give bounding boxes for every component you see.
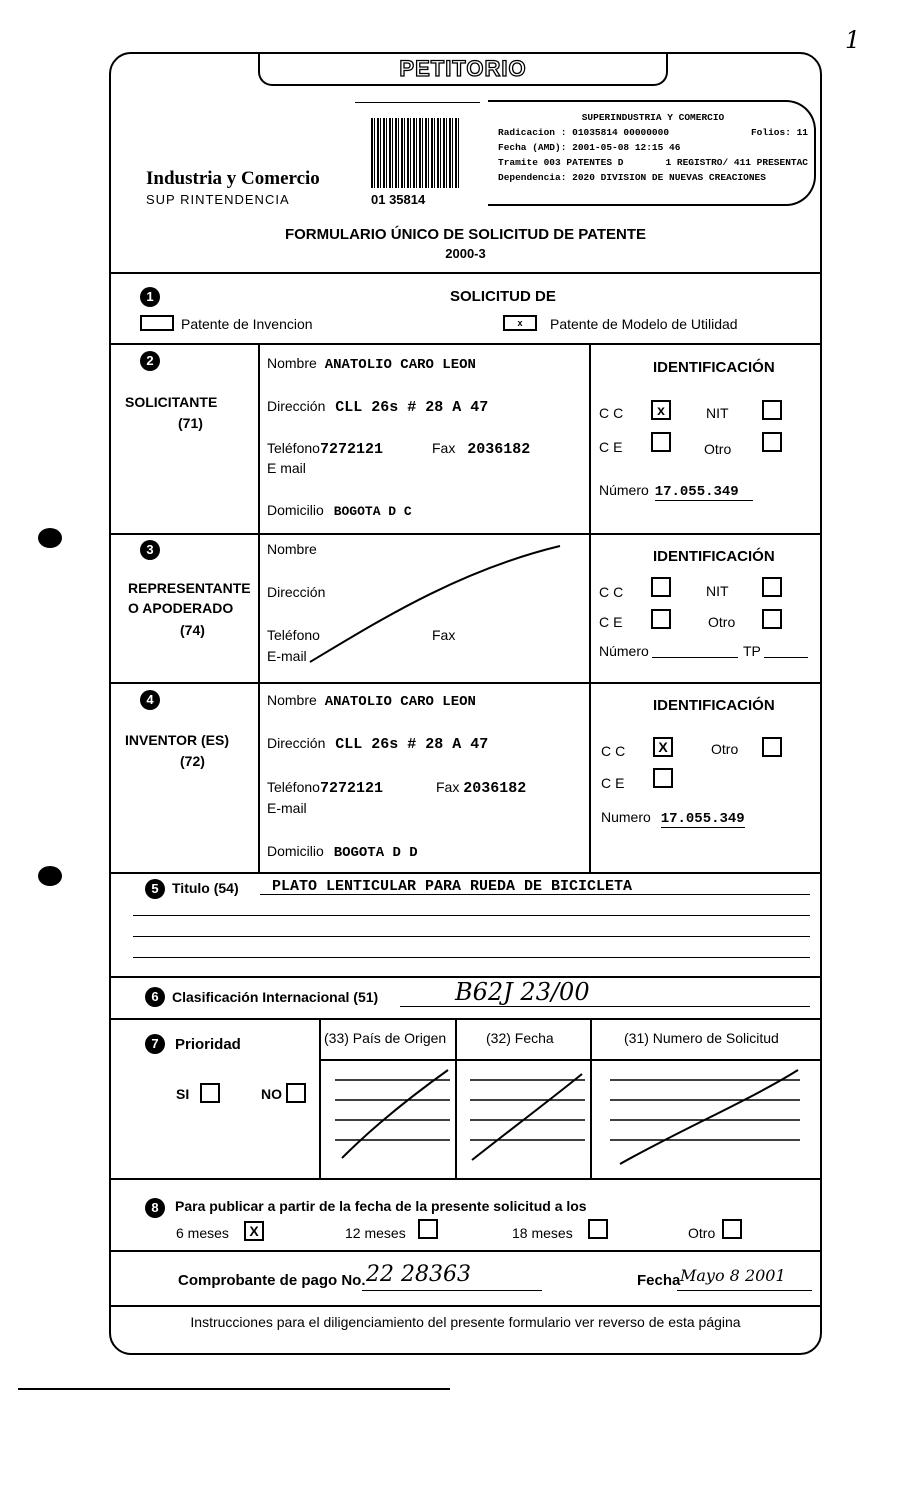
si-checkbox[interactable] bbox=[200, 1083, 220, 1103]
pais-origen-header: (33) País de Origen bbox=[324, 1030, 447, 1046]
solicitante-telefono[interactable]: 7272121 bbox=[319, 441, 383, 458]
rep-cc-label: CC bbox=[599, 584, 628, 600]
rep-fax-label: Fax bbox=[432, 627, 456, 643]
no-checkbox[interactable] bbox=[286, 1083, 306, 1103]
rep-telefono-label: Teléfono bbox=[267, 627, 320, 643]
clasificacion-line bbox=[400, 1006, 810, 1007]
stamp-tramite: Tramite 003 PATENTES D bbox=[498, 157, 624, 168]
solicitante-code: (71) bbox=[178, 415, 203, 431]
section-2-number: 2 bbox=[140, 351, 160, 371]
inventor-domicilio[interactable]: BOGOTA D D bbox=[333, 845, 418, 861]
representante-code: (74) bbox=[180, 622, 205, 638]
form-code: 2000-3 bbox=[445, 246, 486, 261]
inventor-fax[interactable]: 2036182 bbox=[463, 780, 527, 797]
ce-label: CE bbox=[599, 439, 627, 455]
inv-cc-label: CC bbox=[601, 743, 630, 759]
inventor-nombre[interactable]: ANATOLIO CARO LEON bbox=[324, 694, 476, 710]
divider bbox=[109, 272, 822, 274]
inv-nombre-row bbox=[267, 692, 476, 710]
page-number: 1 bbox=[845, 26, 861, 54]
divider bbox=[109, 1018, 822, 1020]
inv-telefono-label: Teléfono bbox=[267, 779, 320, 795]
titulo-label: Titulo (54) bbox=[172, 880, 239, 896]
numero-row bbox=[599, 482, 753, 500]
comprobante-value[interactable]: 22 28363 bbox=[366, 1262, 471, 1287]
nombre-label: Nombre bbox=[267, 355, 317, 371]
divider bbox=[109, 1250, 822, 1252]
nombre-row bbox=[267, 355, 476, 373]
punch-hole bbox=[38, 528, 62, 548]
opt-6-label: 6 meses bbox=[176, 1225, 229, 1241]
solicitante-numero[interactable]: 17.055.349 bbox=[655, 484, 753, 501]
barcode bbox=[371, 118, 459, 188]
direccion-label: Dirección bbox=[267, 398, 326, 414]
solicitante-direccion[interactable]: CLL 26s # 28 A 47 bbox=[335, 399, 489, 416]
fecha-pago-value[interactable]: Mayo 8 2001 bbox=[680, 1266, 786, 1285]
stamp-text bbox=[498, 110, 808, 185]
apoderado-label: O APODERADO bbox=[128, 600, 234, 616]
rep-tp-line bbox=[764, 657, 808, 658]
page-title: PETITORIO bbox=[399, 56, 527, 81]
modelo-label: Patente de Modelo de Utilidad bbox=[550, 316, 738, 332]
inv-identificacion-title: IDENTIFICACIÓN bbox=[653, 697, 775, 714]
inv-numero-row bbox=[601, 809, 745, 827]
org-name: Industria y Comercio bbox=[146, 168, 320, 189]
comprobante-line bbox=[362, 1290, 542, 1291]
stamp-line: SUPERINDUSTRIA Y COMERCIO bbox=[581, 112, 725, 123]
clasificacion-value[interactable]: B62J 23/00 bbox=[455, 978, 590, 1006]
titulo-line bbox=[133, 936, 810, 937]
inventor-label: INVENTOR (ES) bbox=[125, 732, 229, 748]
titulo-value[interactable]: PLATO LENTICULAR PARA RUEDA DE BICICLETA bbox=[272, 878, 633, 895]
form-title: FORMULARIO ÚNICO DE SOLICITUD DE PATENTE bbox=[284, 226, 647, 243]
rep-nit-label: NIT bbox=[706, 583, 729, 599]
inv-otro-label: Otro bbox=[711, 741, 739, 757]
inv-fax-row bbox=[436, 779, 526, 797]
stamp-fecha: Fecha (AMD): 2001-05-08 12:15 46 bbox=[498, 142, 681, 153]
inv-direccion-row bbox=[267, 735, 488, 753]
opt-6-checkbox[interactable]: X bbox=[244, 1221, 264, 1241]
inventor-numero[interactable]: 17.055.349 bbox=[660, 811, 745, 827]
rep-identificacion-title: IDENTIFICACIÓN bbox=[653, 548, 775, 565]
telefono-row bbox=[267, 440, 383, 458]
cc-checkbox[interactable]: x bbox=[651, 400, 671, 420]
divider bbox=[109, 533, 822, 535]
opt-otro-checkbox[interactable] bbox=[722, 1219, 742, 1239]
invencion-label: Patente de Invencion bbox=[181, 316, 313, 332]
inv-otro-checkbox[interactable] bbox=[762, 737, 782, 757]
rep-nombre-label: Nombre bbox=[267, 541, 317, 557]
nit-label: NIT bbox=[706, 405, 729, 421]
domicilio-row bbox=[267, 502, 412, 519]
stamp-registro: 1 REGISTRO/ 411 PRESENTAC bbox=[665, 157, 808, 168]
rep-otro-label: Otro bbox=[708, 614, 736, 630]
stamp-radicacion: Radicacion : 01035814 00000000 bbox=[498, 127, 670, 138]
fax-label: Fax bbox=[432, 440, 456, 456]
prioridad-label: Prioridad bbox=[175, 1036, 241, 1053]
identificacion-title: IDENTIFICACIÓN bbox=[653, 359, 775, 376]
rep-numero-label: Número bbox=[599, 643, 649, 659]
rep-otro-checkbox[interactable] bbox=[762, 609, 782, 629]
solicitante-domicilio[interactable]: BOGOTA D C bbox=[333, 504, 412, 519]
no-label: NO bbox=[261, 1086, 282, 1102]
divider bbox=[109, 872, 822, 874]
section-8-number: 8 bbox=[145, 1198, 165, 1218]
comprobante-label: Comprobante de pago No. bbox=[178, 1272, 366, 1289]
ce-checkbox[interactable] bbox=[651, 432, 671, 452]
punch-hole bbox=[38, 866, 62, 886]
rep-direccion-label: Dirección bbox=[267, 584, 326, 600]
email-label: E mail bbox=[267, 460, 306, 476]
rep-cc-checkbox[interactable] bbox=[651, 577, 671, 597]
inventor-code: (72) bbox=[180, 753, 205, 769]
cc-label: CC bbox=[599, 405, 628, 421]
solicitante-fax[interactable]: 2036182 bbox=[467, 441, 531, 458]
inventor-telefono[interactable]: 7272121 bbox=[319, 780, 383, 797]
rep-numero-line bbox=[652, 657, 738, 658]
modelo-checkbox[interactable]: x bbox=[503, 315, 537, 331]
strike-through-mark bbox=[260, 540, 590, 680]
opt-18-label: 18 meses bbox=[512, 1225, 573, 1241]
si-label: SI bbox=[176, 1086, 190, 1102]
rep-ce-label: CE bbox=[599, 614, 627, 630]
divider bbox=[109, 682, 822, 684]
divider bbox=[109, 1178, 822, 1180]
inventor-direccion[interactable]: CLL 26s # 28 A 47 bbox=[335, 736, 489, 753]
divider bbox=[109, 343, 822, 345]
numero-solicitud-header: (31) Numero de Solicitud bbox=[624, 1030, 779, 1046]
solicitante-label: SOLICITANTE bbox=[125, 394, 218, 410]
section-3-number: 3 bbox=[140, 540, 160, 560]
barcode-line bbox=[355, 102, 480, 103]
org-sub: SUP RINTENDENCIA bbox=[146, 192, 290, 207]
section-6-number: 6 bbox=[145, 987, 165, 1007]
divider bbox=[109, 1305, 822, 1307]
inv-ce-label: CE bbox=[601, 775, 629, 791]
domicilio-label: Domicilio bbox=[267, 502, 324, 518]
stamp-dependencia: Dependencia: 2020 DIVISION DE NUEVAS CREACIONES bbox=[498, 172, 766, 183]
section-4-number: 4 bbox=[140, 690, 160, 710]
fecha-pago-line bbox=[677, 1290, 812, 1291]
fecha-pago-label: Fecha bbox=[637, 1272, 681, 1289]
rep-email-label: E-mail bbox=[267, 648, 307, 664]
priority-strike-lines bbox=[320, 1060, 820, 1176]
solicitante-nombre[interactable]: ANATOLIO CARO LEON bbox=[324, 357, 476, 373]
inv-telefono-row bbox=[267, 779, 383, 797]
inv-direccion-label: Dirección bbox=[267, 735, 326, 751]
inv-nombre-label: Nombre bbox=[267, 692, 317, 708]
inv-email-label: E-mail bbox=[267, 800, 307, 816]
titulo-line bbox=[260, 894, 810, 895]
inv-domicilio-row bbox=[267, 843, 418, 861]
inv-domicilio-label: Domicilio bbox=[267, 843, 324, 859]
inv-fax-label: Fax bbox=[436, 779, 460, 795]
publicar-label: Para publicar a partir de la fecha de la presente solicitud a los bbox=[175, 1198, 587, 1214]
rep-ce-checkbox[interactable] bbox=[651, 609, 671, 629]
fecha-header: (32) Fecha bbox=[486, 1030, 554, 1046]
inv-cc-checkbox[interactable]: X bbox=[653, 737, 673, 757]
otro-label: Otro bbox=[704, 441, 732, 457]
fax-row bbox=[432, 440, 530, 458]
opt-12-checkbox[interactable] bbox=[418, 1219, 438, 1239]
footnote-rule bbox=[18, 1388, 450, 1390]
stamp-folios: Folios: 11 bbox=[750, 127, 808, 138]
titulo-line bbox=[133, 915, 810, 916]
section-7-number: 7 bbox=[145, 1034, 165, 1054]
clasificacion-label: Clasificación Internacional (51) bbox=[172, 989, 379, 1005]
direccion-row bbox=[267, 398, 488, 416]
instrucciones-footer: Instrucciones para el diligenciamiento del presente formulario ver reverso de esta página bbox=[190, 1314, 741, 1330]
inv-ce-checkbox[interactable] bbox=[653, 768, 673, 788]
opt-otro-label: Otro bbox=[688, 1225, 716, 1241]
section-1-number: 1 bbox=[140, 287, 160, 307]
titulo-line bbox=[133, 957, 810, 958]
rep-nit-checkbox[interactable] bbox=[762, 577, 782, 597]
opt-12-label: 12 meses bbox=[345, 1225, 406, 1241]
nit-checkbox[interactable] bbox=[762, 400, 782, 420]
representante-label: REPRESENTANTE bbox=[128, 580, 251, 596]
numero-label: Número bbox=[599, 482, 649, 498]
barcode-number: 01 35814 bbox=[371, 192, 426, 207]
invencion-checkbox[interactable] bbox=[140, 315, 174, 331]
telefono-label: Teléfono bbox=[267, 440, 320, 456]
inv-numero-label: Numero bbox=[601, 809, 651, 825]
section-1-title: SOLICITUD DE bbox=[450, 288, 556, 305]
opt-18-checkbox[interactable] bbox=[588, 1219, 608, 1239]
section-5-number: 5 bbox=[145, 879, 165, 899]
otro-checkbox[interactable] bbox=[762, 432, 782, 452]
rep-tp-label: TP bbox=[743, 643, 761, 659]
